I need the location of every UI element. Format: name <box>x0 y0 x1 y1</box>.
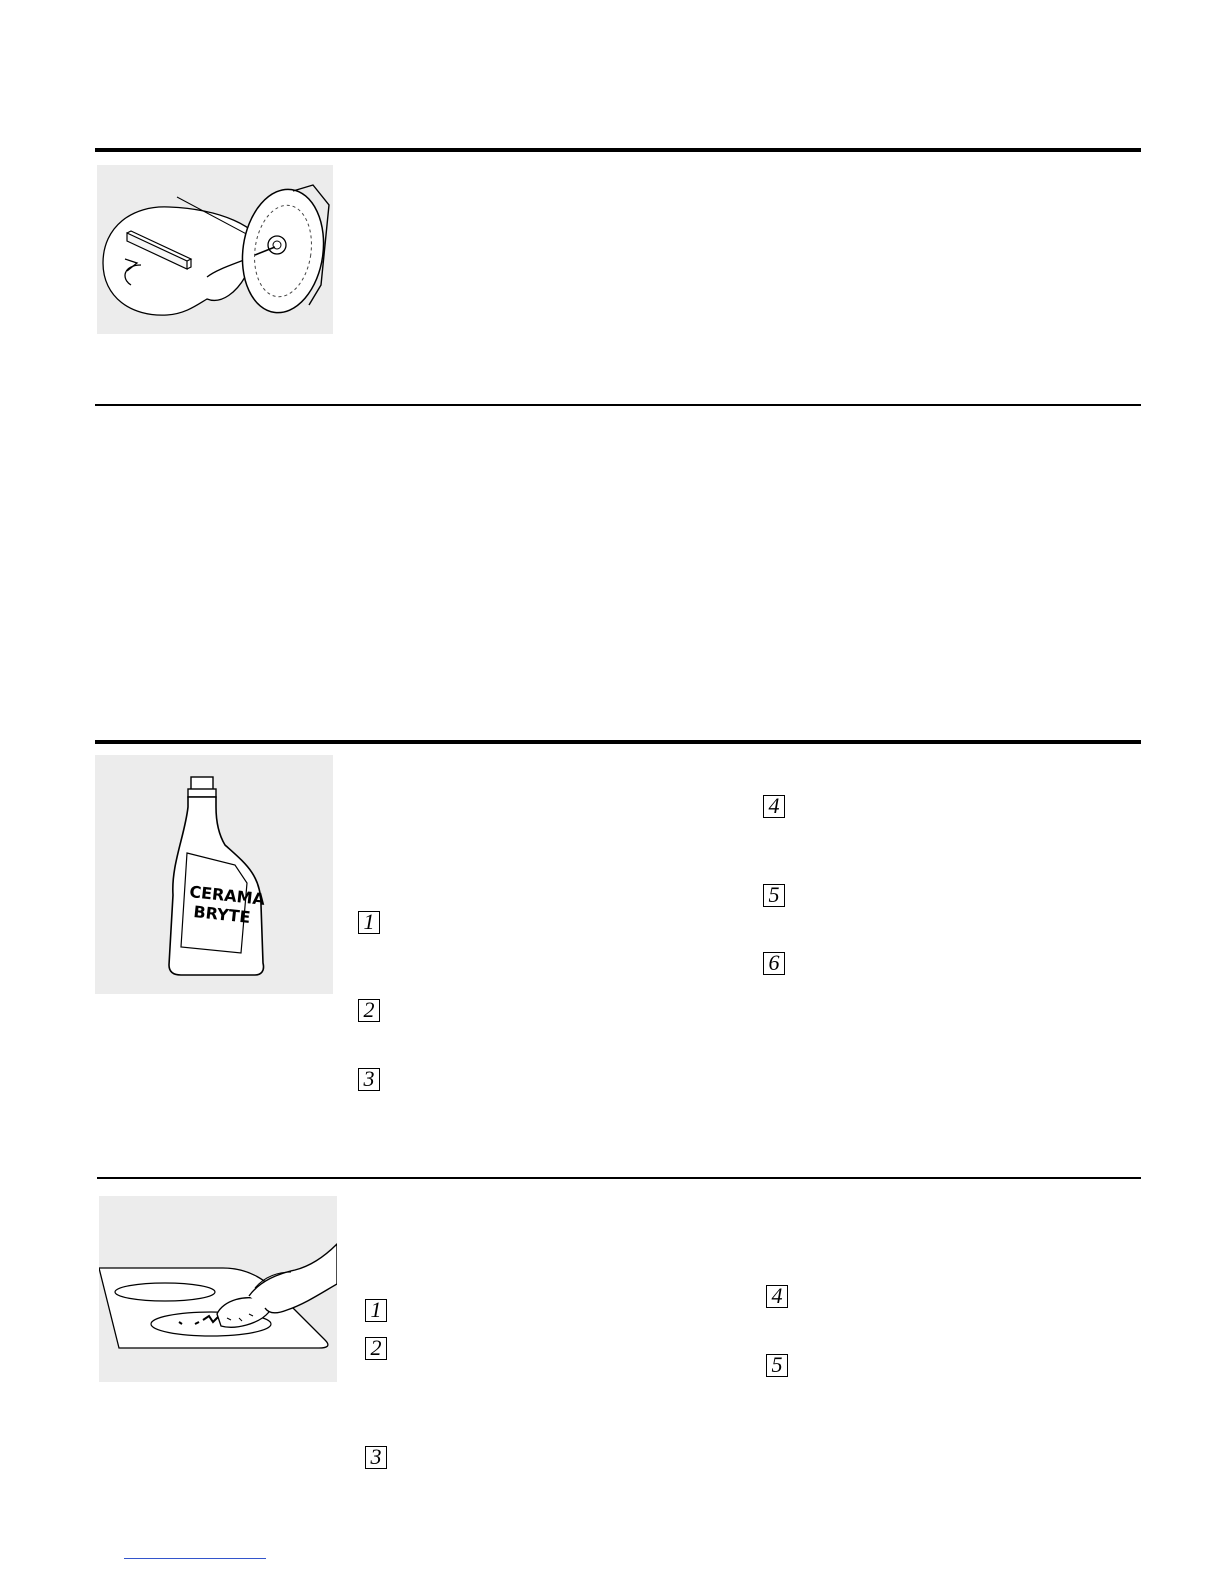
step-number-box: 3 <box>365 1446 387 1469</box>
section-divider-thick <box>95 740 1141 744</box>
step-number-box: 5 <box>763 884 785 907</box>
bottle-label-line2: BRYTE <box>192 902 252 927</box>
step-number-box: 1 <box>365 1299 387 1322</box>
step-number-box: 2 <box>358 999 380 1022</box>
step-number-box: 2 <box>365 1337 387 1360</box>
step-number-box: 5 <box>766 1354 788 1377</box>
section-divider-thin <box>95 404 1141 406</box>
cooktop-wiping-illustration <box>99 1196 337 1382</box>
step-number-box: 3 <box>358 1068 380 1091</box>
section-divider-thick <box>95 148 1141 152</box>
step-number-box: 1 <box>358 911 380 934</box>
section-divider-thin <box>97 1177 1141 1179</box>
knob-shaft-drawing <box>97 165 333 334</box>
step-number-box: 4 <box>766 1285 788 1308</box>
step-number-box: 4 <box>763 795 785 818</box>
footer-link-underline[interactable] <box>124 1558 266 1559</box>
bottle-drawing <box>95 755 333 994</box>
knob-illustration <box>97 165 333 334</box>
cleaner-bottle-illustration <box>95 755 333 994</box>
cooktop-hand-drawing <box>99 1196 337 1382</box>
bottle-label-line1: CERAMA <box>188 882 266 909</box>
step-number-box: 6 <box>763 952 785 975</box>
